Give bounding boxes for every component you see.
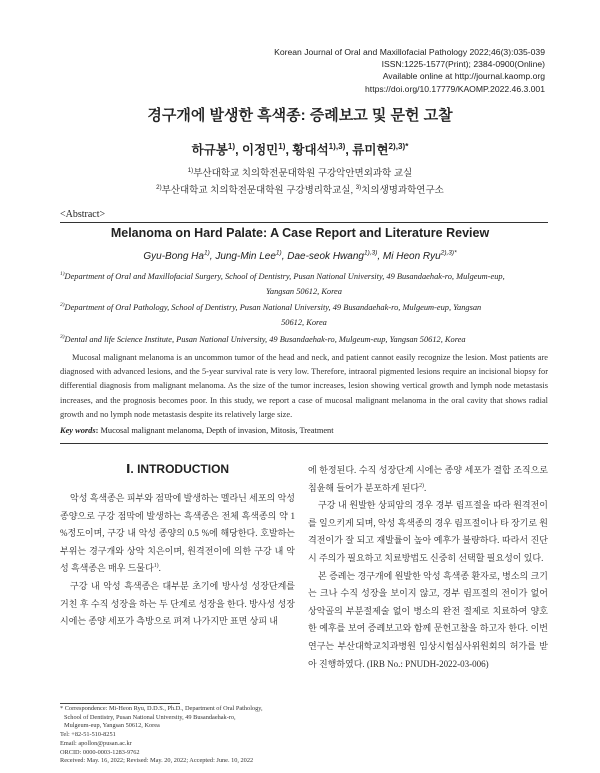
aff-line: Yangsan 50612, Korea xyxy=(266,286,342,296)
english-affiliation-3 xyxy=(60,333,548,348)
author-affiliation-sup: 1),3) xyxy=(328,141,346,151)
author-name: Mi Heon Ryu xyxy=(382,251,441,262)
footnote-line: * Correspondence: Mi-Heon Ryu, D.D.S., Ph.D., Department of Oral Pathology, xyxy=(60,705,263,712)
aff-sup: 1) xyxy=(60,271,65,278)
author-name: 하규봉 xyxy=(191,143,228,157)
author-name: 류미현 xyxy=(352,143,389,157)
author-affiliation-sup: 1) xyxy=(227,141,236,151)
author-separator: , xyxy=(377,251,383,262)
english-title: Melanoma on Hard Palate: A Case Report and Literature Review xyxy=(110,226,490,240)
paragraph-text: 구강 내 악성 흑색종은 대부분 초기에 방사성 성장단계를 거친 후 수직 성장을 하는 두 단계로 성장을 한다. 방사성 성장 시에는 종양 세포가 측방으로 펴져 나가지만 표면 상피 내 xyxy=(60,580,295,627)
keywords-label: Key words xyxy=(60,426,96,435)
paragraph-tail: . xyxy=(423,482,427,493)
author-name: Jung-Min Lee xyxy=(215,251,276,262)
journal-header xyxy=(125,46,545,95)
author-separator: , xyxy=(345,143,353,157)
section-heading-introduction: Ⅰ. INTRODUCTION xyxy=(125,462,230,476)
journal-online: Available online at http://journal.kaomp.org xyxy=(382,71,545,82)
aff-sup: 1) xyxy=(187,166,194,174)
author-name: Dae-seok Hwang xyxy=(287,251,364,262)
aff-sup: 2) xyxy=(156,183,162,191)
journal-doi: https://doi.org/10.17779/KAOMP.2022.46.3.001 xyxy=(365,83,545,94)
author-separator: , xyxy=(285,143,293,157)
journal-issn: ISSN:1225-1577(Print); 2384-0900(Online) xyxy=(381,59,545,70)
korean-title: 경구개에 발생한 흑색종: 증례보고 및 문헌 고찰 xyxy=(147,107,453,124)
korean-affiliation-2 xyxy=(0,182,600,196)
paragraph-tail: . xyxy=(158,563,161,574)
abstract-bottom-rule xyxy=(60,443,548,444)
author-separator: , xyxy=(209,251,216,262)
footnote-line: Mulgeum-eup, Yangsan 50612, Korea xyxy=(64,722,160,730)
author-affiliation-sup: 1) xyxy=(203,249,210,257)
author-affiliation-sup: 2),3)* xyxy=(440,249,457,257)
author-name: Gyu-Bong Ha xyxy=(143,251,204,262)
aff-sup: 3) xyxy=(60,334,65,341)
korean-authors xyxy=(0,140,600,158)
english-authors xyxy=(0,251,600,262)
author-affiliation-sup: 2),3)* xyxy=(388,141,409,151)
paragraph xyxy=(60,490,295,578)
paragraph xyxy=(308,462,548,497)
body-column-left xyxy=(60,490,295,631)
paragraph xyxy=(60,578,295,631)
paragraph-text: 에 한정된다. 수직 성장단계 시에는 종양 세포가 결합 조직으로 침윤해 들어가 분포하게 된다 xyxy=(308,465,548,493)
author-separator: , xyxy=(235,143,243,157)
paragraph xyxy=(308,497,548,567)
aff-sup: 3) xyxy=(355,183,362,191)
journal-name: Korean Journal of Oral and Maxillofacial Pathology 2022;46(3):035-039 xyxy=(274,47,545,57)
aff-line: 50612, Korea xyxy=(281,317,327,327)
abstract-label: <Abstract> xyxy=(60,209,106,220)
footnote-line: Tel: +82-51-510-8251 xyxy=(60,731,116,739)
citation-ref: 2) xyxy=(419,482,424,489)
abstract-top-rule xyxy=(60,222,548,223)
footnote-rule xyxy=(60,703,180,704)
paragraph-text: 본 증례는 경구개에 원발한 악성 흑색종 환자로, 병소의 크기는 크나 수직 성장을 보이지 않고, 경부 림프절의 전이가 없어 상악골의 부분절제술 없이 병소의 완전 절제로 치료하여 양호한 예후를 보여 증례보고와 함께 문헌고찰을 하고자 한다. 이번 연구는 부산대학교치과병원 임상시험심사위원회의 허가를 받아 진행하였다. (IRB No.: PNUDH-2022-03-006) xyxy=(308,570,548,669)
keywords: Key words: Mucosal malignant melanoma, Depth of invasion, Mitosis, Treatment xyxy=(60,426,334,435)
author-affiliation-sup: 1) xyxy=(278,141,286,151)
paragraph-text: 구강 내 원발한 상피암의 경우 경부 림프절을 따라 원격전이를 일으키게 되며, 악성 흑색종의 경우 림프절이나 타 장기로 원격전이가 잘 되고 재발률이 높아 예후가 불량하다. 따라서 진단 시 주의가 필요하고 치료방법도 신중히 선택할 필요성이 있다. xyxy=(308,500,548,563)
keywords-text: Mucosal malignant melanoma, Depth of invasion, Mitosis, Treatment xyxy=(100,426,334,435)
aff-text: 부산대학교 치의학전문대학원 구강병리학교실, xyxy=(161,185,354,196)
author-name: 황대석 xyxy=(292,143,329,157)
korean-affiliation-1 xyxy=(0,165,600,179)
footnote-line: ORCID: 0000-0003-1283-9762 xyxy=(60,748,140,756)
author-name: 이정민 xyxy=(242,143,279,157)
author-affiliation-sup: 1) xyxy=(275,249,282,257)
english-affiliation-1 xyxy=(60,270,548,299)
abstract-body: Mucosal malignant melanoma is an uncommon tumor of the head and neck, and patient cannot easily recognize the lesion. Most patients are diagnosed with advanced lesions, and the 5-year survival rate is very low. Therefore, intraoral pigmented lesions require an incisional biopsy for differential diagnosis from malignant melanoma. As the size of the tumor increases, lesion showing vertical growth and lymph node metastasis increases, and the prognosis becomes poor. In this study, we report a case of mucosal malignant melanoma in the oral cavity that shows radial growth and no lymph node metastasis despite its relatively large size. xyxy=(60,353,548,419)
citation-ref: 1) xyxy=(153,563,159,570)
aff-text: 부산대학교 치의학전문대학원 구강악안면외과학 교실 xyxy=(193,168,413,179)
footnote-line: Email: apollon@pusan.ac.kr xyxy=(60,739,132,747)
aff-text: 치의생명과학연구소 xyxy=(361,185,444,196)
aff-line: Department of Oral and Maxillofacial Surgery, School of Dentistry, Pusan National University, 49 Busandaehak-ro, Mulgeum-eup, xyxy=(64,272,505,281)
footnote-line: Received: May. 16, 2022; Revised: May. 20, 2022; Accepted: June. 10, 2022 xyxy=(60,757,254,765)
aff-line: Department of Oral Pathology, School of Dentistry, Pusan National University, 49 Busandaehak-ro, Mulgeum-eup, Yangsan xyxy=(64,303,482,312)
footnote-line: School of Dentistry, Pusan National University, 49 Busandaehak-ro, xyxy=(64,713,236,721)
paragraph-text: 악성 흑색종은 피부와 점막에 발생하는 멜라닌 세포의 악성 종양으로 구강 점막에 발생하는 흑색종은 전체 흑색종의 약 1 %정도이며, 구강 내 악성 종양의 0.5 %에 해당한다. 호발하는 부위는 경구개와 상악 치은이며, 원격전이에 의한 구강 내 악성 흑색종은 매우 드물다 xyxy=(60,493,295,574)
body-column-right xyxy=(308,462,548,673)
paragraph xyxy=(308,568,548,674)
author-separator: , xyxy=(281,251,288,262)
aff-line: Dental and life Science Institute, Pusan National University, 49 Busandaehak-ro, Mulgeum-eup, Yangsan 50612, Korea xyxy=(64,335,466,344)
aff-sup: 2) xyxy=(60,302,65,309)
correspondence-footnote xyxy=(60,705,300,766)
english-affiliation-2 xyxy=(60,301,548,330)
author-affiliation-sup: 1),3) xyxy=(363,249,378,257)
